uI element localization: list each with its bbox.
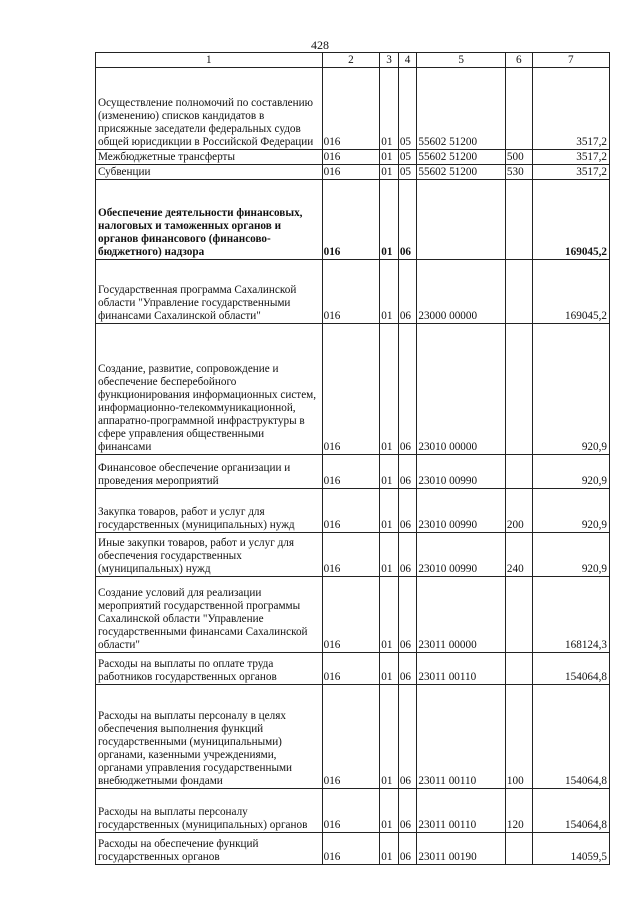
row-name-cell: Межбюджетные трансферты [96, 150, 323, 165]
subsection-code-cell: 06 [398, 685, 417, 789]
section-code-cell: 01 [380, 180, 399, 260]
admin-code-cell: 016 [322, 789, 380, 833]
expense-type-cell: 240 [505, 533, 532, 577]
row-name-cell: Субвенции [96, 165, 323, 180]
amount-cell: 3517,2 [532, 150, 609, 165]
section-code-cell: 01 [380, 165, 399, 180]
expense-type-cell [505, 653, 532, 685]
row-name-cell: Расходы на выплаты персоналу государственных (муниципальных) органов [96, 789, 323, 833]
expense-type-cell [505, 68, 532, 150]
section-code-cell: 01 [380, 789, 399, 833]
target-article-cell: 23000 00000 [417, 260, 506, 324]
column-header: 6 [505, 53, 532, 68]
row-name-cell: Расходы на выплаты по оплате труда работников государственных органов [96, 653, 323, 685]
expense-type-cell: 530 [505, 165, 532, 180]
column-header: 4 [398, 53, 417, 68]
amount-cell: 168124,3 [532, 577, 609, 653]
amount-cell: 3517,2 [532, 68, 609, 150]
amount-cell: 920,9 [532, 533, 609, 577]
admin-code-cell: 016 [322, 165, 380, 180]
admin-code-cell: 016 [322, 685, 380, 789]
admin-code-cell: 016 [322, 533, 380, 577]
section-code-cell: 01 [380, 150, 399, 165]
section-code-cell: 01 [380, 260, 399, 324]
target-article-cell: 23010 00990 [417, 455, 506, 489]
admin-code-cell: 016 [322, 833, 380, 865]
table-header-row [96, 53, 610, 68]
table-row [96, 789, 610, 833]
expense-type-cell: 200 [505, 489, 532, 533]
subsection-code-cell: 06 [398, 533, 417, 577]
section-code-cell: 01 [380, 653, 399, 685]
admin-code-cell: 016 [322, 577, 380, 653]
target-article-cell: 23011 00000 [417, 577, 506, 653]
section-code-cell: 01 [380, 577, 399, 653]
column-header: 5 [417, 53, 506, 68]
amount-cell: 14059,5 [532, 833, 609, 865]
admin-code-cell: 016 [322, 489, 380, 533]
admin-code-cell: 016 [322, 68, 380, 150]
column-header: 1 [96, 53, 323, 68]
subsection-code-cell: 06 [398, 653, 417, 685]
target-article-cell: 23010 00990 [417, 489, 506, 533]
subsection-code-cell: 06 [398, 833, 417, 865]
expense-type-cell: 500 [505, 150, 532, 165]
amount-cell: 920,9 [532, 455, 609, 489]
target-article-cell: 23011 00110 [417, 685, 506, 789]
target-article-cell: 23010 00990 [417, 533, 506, 577]
column-header: 7 [532, 53, 609, 68]
table-row [96, 685, 610, 789]
row-name-cell: Обеспечение деятельности финансовых, налоговых и таможенных органов и органов финансового (финансово-бюджетного) надзора [96, 180, 323, 260]
row-name-cell: Закупка товаров, работ и услуг для государственных (муниципальных) нужд [96, 489, 323, 533]
subsection-code-cell: 05 [398, 68, 417, 150]
row-name-cell: Создание условий для реализации мероприятий государственной программы Сахалинской области "Управление государственными финансами Сахалинской области" [96, 577, 323, 653]
subsection-code-cell: 06 [398, 324, 417, 455]
expense-type-cell [505, 455, 532, 489]
admin-code-cell: 016 [322, 653, 380, 685]
subsection-code-cell: 06 [398, 180, 417, 260]
amount-cell: 154064,8 [532, 653, 609, 685]
amount-cell: 3517,2 [532, 165, 609, 180]
target-article-cell: 23011 00110 [417, 653, 506, 685]
target-article-cell: 55602 51200 [417, 150, 506, 165]
subsection-code-cell: 06 [398, 577, 417, 653]
expense-type-cell [505, 833, 532, 865]
table-row [96, 833, 610, 865]
row-name-cell: Осуществление полномочий по составлению (изменению) списков кандидатов в присяжные заседатели федеральных судов общей юрисдикции в Российской Федерации [96, 68, 323, 150]
target-article-cell: 23011 00110 [417, 789, 506, 833]
amount-cell: 920,9 [532, 489, 609, 533]
target-article-cell: 55602 51200 [417, 68, 506, 150]
section-code-cell: 01 [380, 685, 399, 789]
target-article-cell [417, 180, 506, 260]
subsection-code-cell: 06 [398, 260, 417, 324]
subsection-code-cell: 05 [398, 165, 417, 180]
expense-type-cell [505, 260, 532, 324]
table-row [96, 653, 610, 685]
admin-code-cell: 016 [322, 180, 380, 260]
expense-type-cell [505, 180, 532, 260]
budget-table [95, 52, 610, 865]
admin-code-cell: 016 [322, 260, 380, 324]
amount-cell: 154064,8 [532, 685, 609, 789]
row-name-cell: Финансовое обеспечение организации и проведения мероприятий [96, 455, 323, 489]
table-row [96, 165, 610, 180]
target-article-cell: 55602 51200 [417, 165, 506, 180]
amount-cell: 169045,2 [532, 260, 609, 324]
amount-cell: 154064,8 [532, 789, 609, 833]
column-header: 3 [380, 53, 399, 68]
amount-cell: 920,9 [532, 324, 609, 455]
subsection-code-cell: 06 [398, 455, 417, 489]
table-row [96, 260, 610, 324]
section-code-cell: 01 [380, 324, 399, 455]
row-name-cell: Расходы на выплаты персоналу в целях обеспечения выполнения функций государственными (муниципальными) органами, казенными учреждениями, органами управления государственными внебюджетными фондами [96, 685, 323, 789]
subsection-code-cell: 06 [398, 789, 417, 833]
table-row [96, 68, 610, 150]
expense-type-cell: 120 [505, 789, 532, 833]
row-name-cell: Государственная программа Сахалинской области "Управление государственными финансами Сахалинской области" [96, 260, 323, 324]
admin-code-cell: 016 [322, 455, 380, 489]
table-row [96, 150, 610, 165]
row-name-cell: Иные закупки товаров, работ и услуг для обеспечения государственных (муниципальных) нужд [96, 533, 323, 577]
table-row [96, 180, 610, 260]
table-row [96, 455, 610, 489]
target-article-cell: 23011 00190 [417, 833, 506, 865]
section-code-cell: 01 [380, 68, 399, 150]
target-article-cell: 23010 00000 [417, 324, 506, 455]
table-row [96, 489, 610, 533]
table-row [96, 533, 610, 577]
row-name-cell: Расходы на обеспечение функций государственных органов [96, 833, 323, 865]
row-name-cell: Создание, развитие, сопровождение и обеспечение бесперебойного функционирования информационных систем, информационно-телекоммуникационной, аппаратно-программной инфраструктуры в сфере управления общественными финансами [96, 324, 323, 455]
section-code-cell: 01 [380, 533, 399, 577]
section-code-cell: 01 [380, 455, 399, 489]
expense-type-cell [505, 324, 532, 455]
subsection-code-cell: 05 [398, 150, 417, 165]
subsection-code-cell: 06 [398, 489, 417, 533]
admin-code-cell: 016 [322, 150, 380, 165]
admin-code-cell: 016 [322, 324, 380, 455]
table-row [96, 577, 610, 653]
expense-type-cell: 100 [505, 685, 532, 789]
expense-type-cell [505, 577, 532, 653]
table-row [96, 324, 610, 455]
section-code-cell: 01 [380, 833, 399, 865]
amount-cell: 169045,2 [532, 180, 609, 260]
section-code-cell: 01 [380, 489, 399, 533]
page-number: 428 [311, 38, 329, 52]
column-header: 2 [322, 53, 380, 68]
